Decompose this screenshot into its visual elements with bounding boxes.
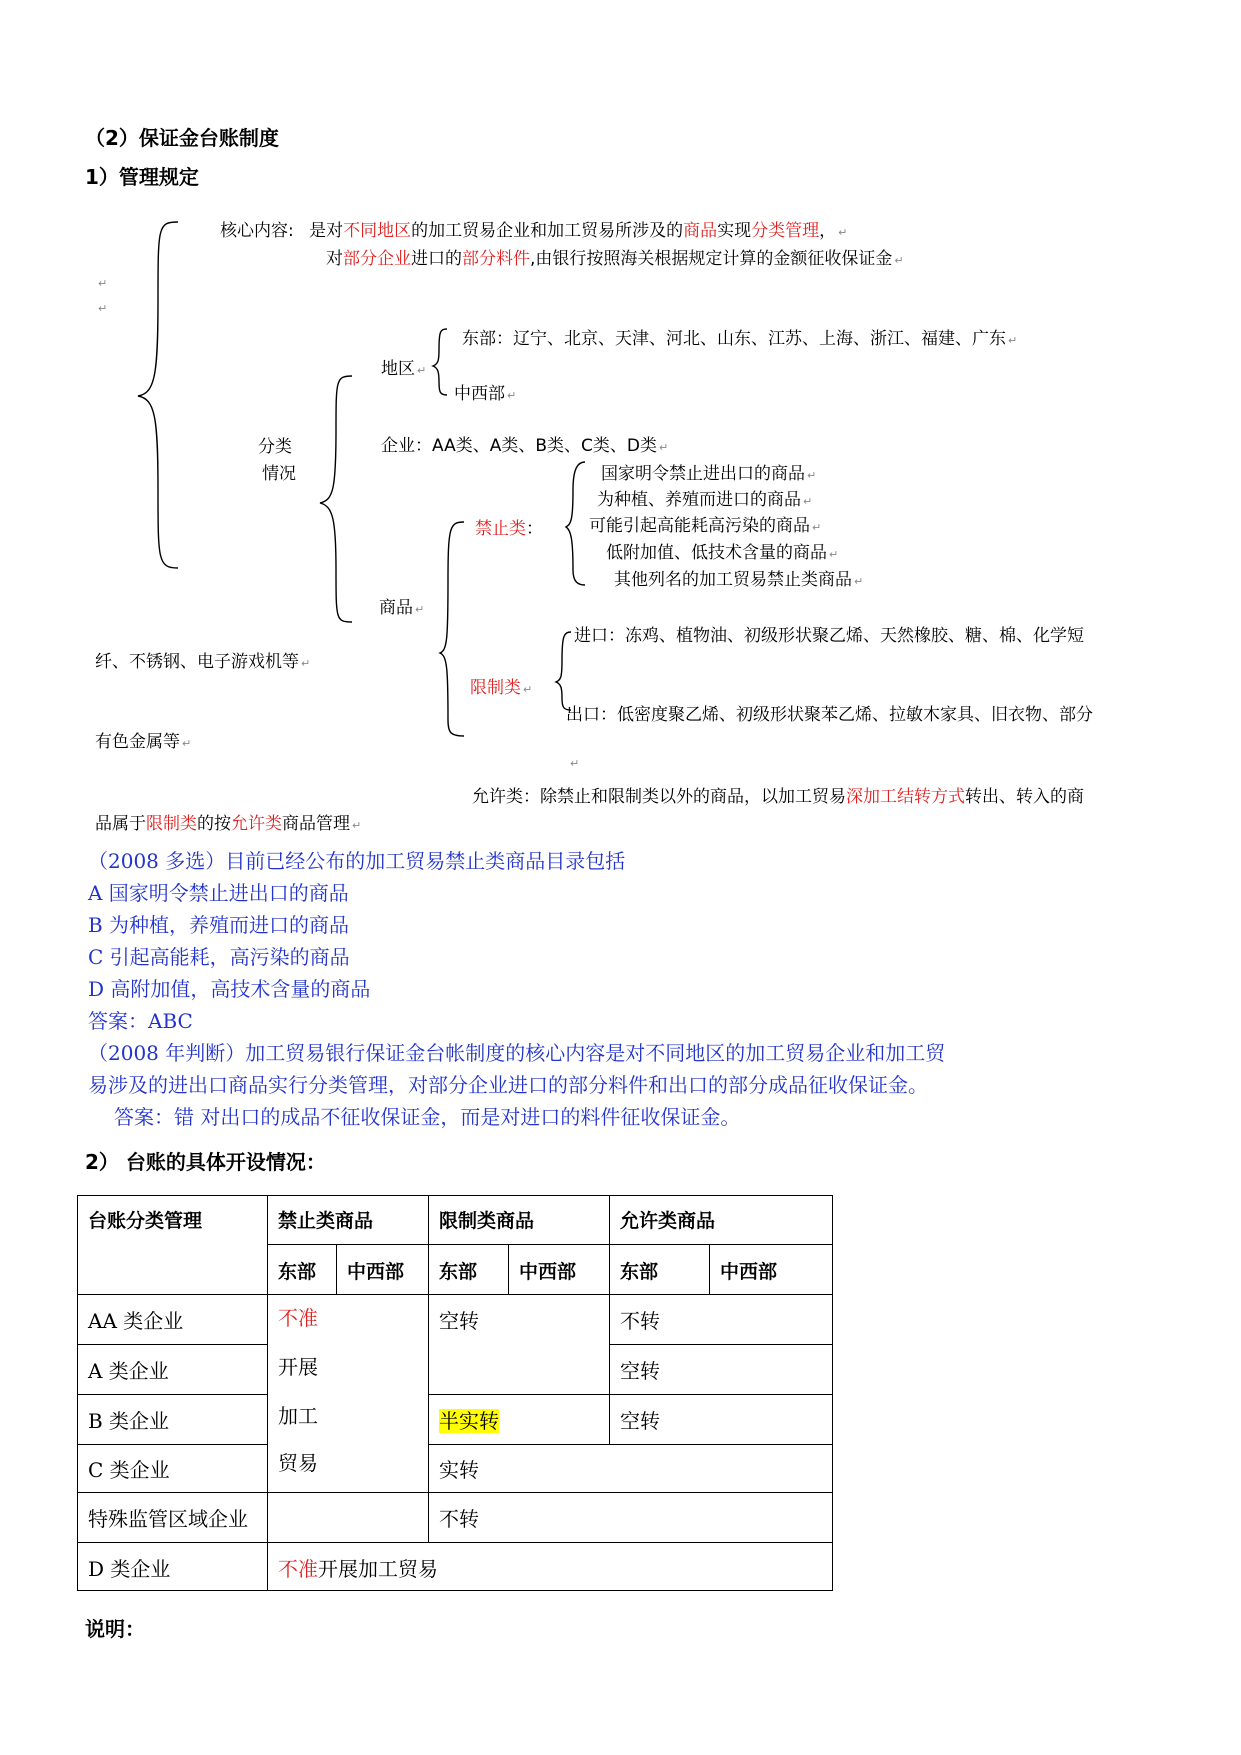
quiz-option-c: C 引起高能耗，高污染的商品	[88, 945, 350, 969]
prohibited-item: 国家明令禁止进出口的商品 ↵	[601, 464, 817, 484]
situation-label: 情况	[262, 464, 296, 484]
header-midwest: 中西部	[337, 1245, 429, 1295]
quiz-option-b: B 为种植，养殖而进口的商品	[88, 913, 350, 937]
header-east: 东部	[268, 1245, 337, 1295]
prohibited-item: 其他列名的加工贸易禁止类商品 ↵	[614, 570, 864, 590]
subsection-ledger: 2） 台账的具体开设情况：	[85, 1150, 326, 1174]
table-row	[78, 1395, 833, 1445]
table-row	[78, 1493, 833, 1543]
header-restricted: 限制类商品	[429, 1196, 610, 1245]
row-label: B 类企业	[78, 1395, 268, 1445]
header-midwest: 中西部	[710, 1245, 833, 1295]
table-row	[78, 1196, 833, 1245]
paragraph-mark: ↵	[98, 277, 108, 290]
empty-cell	[268, 1493, 429, 1543]
allowed-line-2: 品属于限制类的按允许类商品管理 ↵	[95, 814, 362, 834]
restricted-allowed-cell: 不转	[429, 1493, 833, 1543]
header-east: 东部	[610, 1245, 710, 1295]
allowed-cell: 空转	[610, 1395, 833, 1445]
subsection-management-rules: 1）管理规定	[85, 165, 199, 189]
core-content-line-2: 对部分企业进口的部分料件,由银行按照海关根据规定计算的金额征收保证金 ↵	[326, 249, 904, 269]
midwest-region: 中西部 ↵	[454, 384, 517, 404]
restricted-import: 进口：冻鸡、植物油、初级形状聚乙烯、天然橡胶、糖、棉、化学短	[574, 626, 1084, 646]
row-label: C 类企业	[78, 1445, 268, 1493]
restricted-label: 限制类 ↵	[470, 678, 533, 698]
allowed-cell: 空转	[610, 1345, 833, 1395]
quiz-answer-1: 答案：ABC	[88, 1009, 193, 1033]
header-east: 东部	[429, 1245, 509, 1295]
classify-label: 分类	[258, 437, 292, 457]
header-prohibited: 禁止类商品	[268, 1196, 429, 1245]
allowed-cell: 不转	[610, 1295, 833, 1345]
goods-label: 商品 ↵	[379, 598, 425, 618]
restricted-export-cont: 有色金属等 ↵	[95, 732, 192, 752]
row-label: AA 类企业	[78, 1295, 268, 1345]
restricted-allowed-cell: 实转	[429, 1445, 833, 1493]
core-content-label: 核心内容:	[220, 221, 294, 241]
prohibited-cell: 不准 开展 加工 贸易	[268, 1295, 429, 1493]
region-label: 地区 ↵	[381, 359, 427, 379]
table-row	[78, 1543, 833, 1591]
paragraph-mark: ↵	[570, 757, 580, 770]
quiz-option-a: A 国家明令禁止进出口的商品	[88, 881, 349, 905]
quiz-answer-2: 答案：错 对出口的成品不征收保证金，而是对进口的料件征收保证金。	[114, 1105, 741, 1129]
header-allowed: 允许类商品	[610, 1196, 833, 1245]
quiz-option-d: D 高附加值，高技术含量的商品	[88, 977, 371, 1001]
table-row	[78, 1295, 833, 1345]
allowed-line-1: 允许类：除禁止和限制类以外的商品，以加工贸易深加工结转方式转出、转入的商	[472, 787, 1084, 807]
paragraph-mark: ↵	[98, 302, 108, 315]
highlighted-value: 半实转	[439, 1409, 499, 1433]
restricted-export: 出口：低密度聚乙烯、初级形状聚苯乙烯、拉敏木家具、旧衣物、部分	[566, 705, 1093, 725]
prohibited-item: 为种植、养殖而进口的商品 ↵	[597, 490, 813, 510]
ledger-table	[77, 1195, 833, 1591]
row-label: A 类企业	[78, 1345, 268, 1395]
row-label: D 类企业	[78, 1543, 268, 1591]
table-row	[78, 1445, 833, 1493]
core-content-line-1: 是对不同地区的加工贸易企业和加工贸易所涉及的商品实现分类管理， ↵	[309, 221, 848, 241]
quiz-question-2-line-2: 易涉及的进出口商品实行分类管理，对部分企业进口的部分料件和出口的部分成品征收保证金。	[88, 1073, 928, 1097]
header-class: 台账分类管理	[78, 1196, 268, 1295]
diagram-brackets	[0, 0, 1241, 800]
prohibited-item: 低附加值、低技术含量的商品 ↵	[606, 543, 839, 563]
enterprise-classes: 企业：AA类、A类、B类、C类、D类 ↵	[381, 436, 669, 456]
restricted-import-cont: 纤、不锈钢、电子游戏机等 ↵	[95, 652, 311, 672]
header-midwest: 中西部	[509, 1245, 610, 1295]
d-class-cell: 不准开展加工贸易	[268, 1543, 833, 1591]
quiz-question-2-line-1: （2008 年判断）加工贸易银行保证金台帐制度的核心内容是对不同地区的加工贸易企业和加工贸	[88, 1041, 946, 1065]
section-title: （2）保证金台账制度	[85, 126, 279, 150]
east-region: 东部：辽宁、北京、天津、河北、山东、江苏、上海、浙江、福建、广东 ↵	[462, 329, 1018, 349]
row-label: 特殊监管区域企业	[78, 1493, 268, 1543]
prohibited-label: 禁止类：	[475, 519, 543, 539]
restricted-cell	[429, 1395, 610, 1445]
prohibited-item: 可能引起高能耗高污染的商品 ↵	[589, 516, 822, 536]
quiz-question-1: （2008 多选）目前已经公布的加工贸易禁止类商品目录包括	[88, 849, 626, 873]
note-label: 说明：	[85, 1617, 145, 1641]
restricted-cell: 空转	[429, 1295, 610, 1395]
